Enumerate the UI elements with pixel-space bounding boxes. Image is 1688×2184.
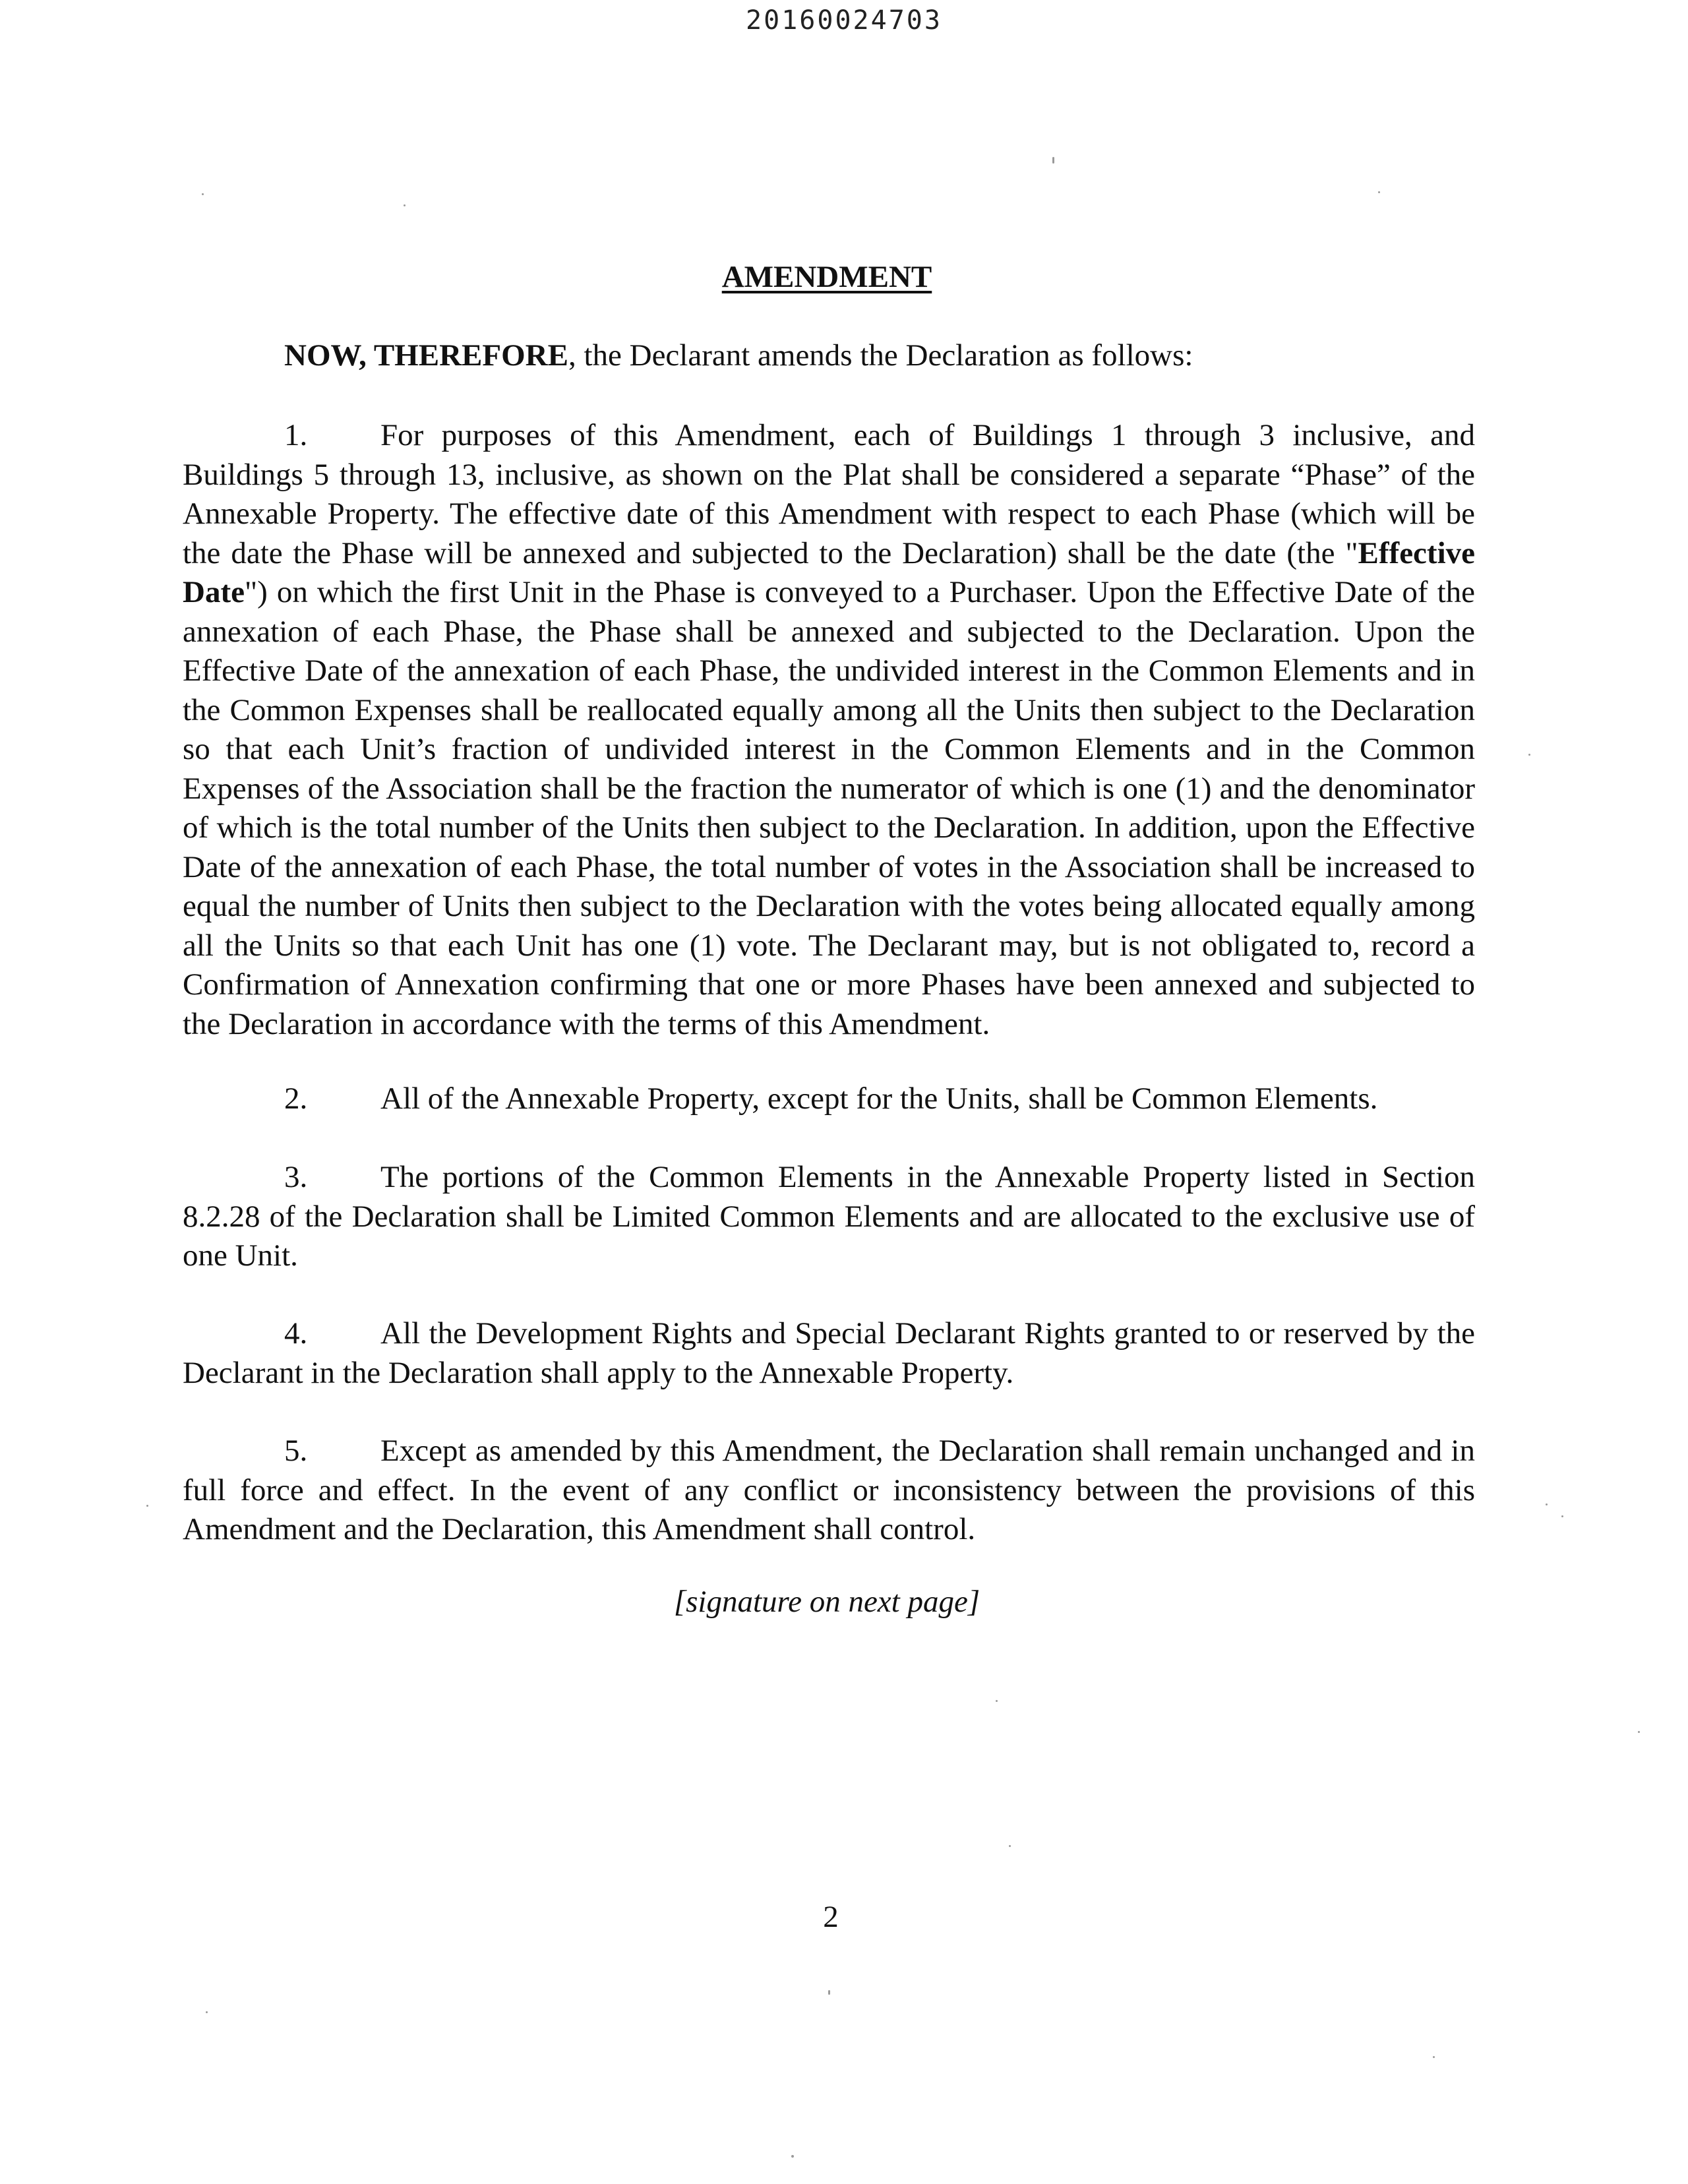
paragraph-number: 2. [284, 1081, 308, 1116]
scan-speck [791, 2155, 794, 2158]
scan-speck [202, 193, 204, 195]
scan-speck [206, 2011, 208, 2013]
paragraph-number: 5. [284, 1434, 308, 1468]
scan-speck [1528, 754, 1530, 756]
paragraph-text: For purposes of this Amendment, each of Buildings 1 through 3 inclusive, and Buildings 5 through 13, inclusive, as shown on the Plat shall be considered a separate “Phase” of the Annexable Property. The effective date of this Amendment with respect to each Phase (which will be the date the Phase will be annexed and subjected to the Declaration) shall be the date (the " [183, 418, 1475, 570]
paragraph-text: All the Development Rights and Special Declarant Rights granted to or reserved by the Declarant in the Declaration shall apply to the Annexable Property. [183, 1316, 1475, 1390]
document-number: 20160024703 [746, 5, 942, 36]
lead-bold-phrase: NOW, THEREFORE [284, 338, 568, 373]
paragraph-text-continued: ") on which the first Unit in the Phase is conveyed to a Purchaser. Upon the Effective Date of the annexation of each Phase, the Phase shall be annexed and subjected to the Declaration. Upon the Effective Date of the annexation of each Phase, the undivided interest in the Common Elements and in the Common Expenses shall be reallocated equally among all the Units then subject to the Declaration so that each Unit’s fraction of undivided interest in the Common Elements and in the Common Expenses of the Association shall be the fraction the numerator of which is one (1) and the denominator of which is the total number of the Units then subject to the Declaration. In addition, upon the Effective Date of the annexation of each Phase, the total number of votes in the Association shall be increased to equal the number of Units then subject to the Declaration with the votes being allocated equally among all the Units so that each Unit has one (1) vote. The Declarant may, but is not obligated to, record a Confirmation of Annexation confirming that one or more Phases have been annexed and subjected to the Declaration in accordance with the terms of this Amendment. [183, 575, 1475, 1041]
signature-note: [signature on next page] [673, 1585, 980, 1619]
lead-text: , the Declarant amends the Declaration as follows: [568, 338, 1193, 373]
scan-speck [146, 1505, 148, 1507]
paragraph-number: 3. [284, 1160, 308, 1194]
paragraph-number: 1. [284, 418, 308, 452]
scan-speck [1433, 2056, 1435, 2058]
page-number: 2 [823, 1900, 839, 1934]
scan-speck [1638, 1731, 1640, 1733]
defined-term: Effective Date [183, 535, 1475, 609]
paragraph-number: 4. [284, 1316, 308, 1350]
scan-speck [1009, 1845, 1011, 1847]
paragraph-text: All of the Annexable Property, except for the Units, shall be Common Elements. [380, 1081, 1378, 1116]
paragraph-1 [183, 416, 1475, 1044]
section-title: AMENDMENT [721, 260, 932, 294]
scan-speck [404, 204, 406, 206]
scan-speck [1546, 1503, 1548, 1505]
paragraph-3 [183, 1158, 1475, 1276]
paragraph-text: Except as amended by this Amendment, the Declaration shall remain unchanged and in full force and effect. In the event of any conflict or inconsistency between the provisions of this Amendment and the Declaration, this Amendment shall control. [183, 1434, 1475, 1546]
scan-speck [1561, 1515, 1563, 1517]
paragraph-5 [183, 1432, 1475, 1550]
scan-speck [828, 1990, 830, 1995]
scan-speck [996, 1700, 998, 1702]
lead-paragraph [183, 336, 1475, 376]
scan-speck [1378, 191, 1380, 193]
paragraph-4 [183, 1314, 1475, 1393]
scan-speck [1052, 157, 1054, 164]
paragraph-2 [183, 1079, 1475, 1119]
paragraph-text: The portions of the Common Elements in the Annexable Property listed in Section 8.2.28 of the Declaration shall be Limited Common Elements and are allocated to the exclusive use of one Unit. [183, 1160, 1475, 1273]
